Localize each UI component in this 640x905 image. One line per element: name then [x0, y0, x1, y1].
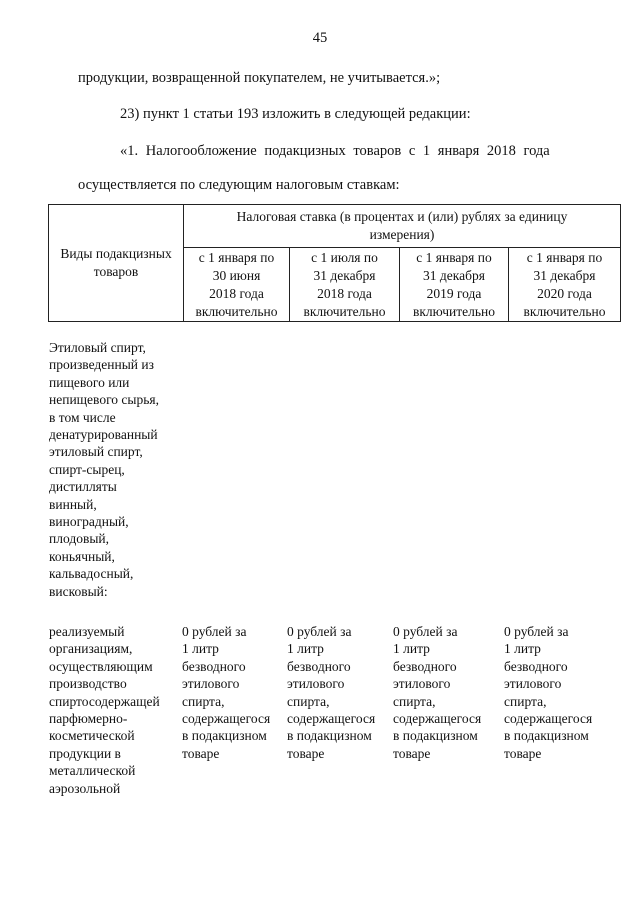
col-product-types-header: Виды подакцизных товаров: [49, 205, 184, 322]
product-cell-ethyl-alcohol: Этиловый спирт, произведенный из пищевого или непищевого сырья, в том числе денатурированный этиловый спирт, спирт-сырец, дистилляты винный, виноградный, плодовый, коньячный, кальвадосный, висковый:: [49, 340, 159, 599]
clause-line-1: «1. Налогообложение подакцизных товаров с 1 января 2018 года: [120, 143, 550, 159]
page-number: 45: [312, 30, 328, 46]
intro-line: продукции, возвращенной покупателем, не учитывается.»;: [78, 70, 441, 86]
clause-line-2: осуществляется по следующим налоговым ставкам:: [78, 177, 400, 193]
rate-cell: 0 рублей за 1 литр безводного этилового спирта, содержащегося в подакцизном товаре: [504, 624, 593, 761]
rate-cell: 0 рублей за 1 литр безводного этилового спирта, содержащегося в подакцизном товаре: [287, 624, 376, 761]
period-header: с 1 января по 31 декабря 2019 года включительно: [400, 248, 509, 322]
period-header: с 1 июля по 31 декабря 2018 года включительно: [290, 248, 400, 322]
amendment-line: 23) пункт 1 статьи 193 изложить в следующей редакции:: [120, 106, 471, 122]
rate-cell: 0 рублей за 1 литр безводного этилового спирта, содержащегося в подакцизном товаре: [182, 624, 271, 761]
tax-rate-header: Налоговая ставка (в процентах и (или) рублях за единицу измерения): [184, 205, 621, 248]
rate-cell: 0 рублей за 1 литр безводного этилового спирта, содержащегося в подакцизном товаре: [393, 624, 482, 761]
tax-rate-table-header: [48, 204, 621, 322]
period-header: с 1 января по 31 декабря 2020 года включительно: [509, 248, 621, 322]
product-cell-aerosol: реализуемый организациям, осуществляющим производство спиртосодержащей парфюмерно- косметической продукции в металлической аэрозольной: [49, 624, 160, 796]
period-header: с 1 января по 30 июня 2018 года включительно: [184, 248, 290, 322]
